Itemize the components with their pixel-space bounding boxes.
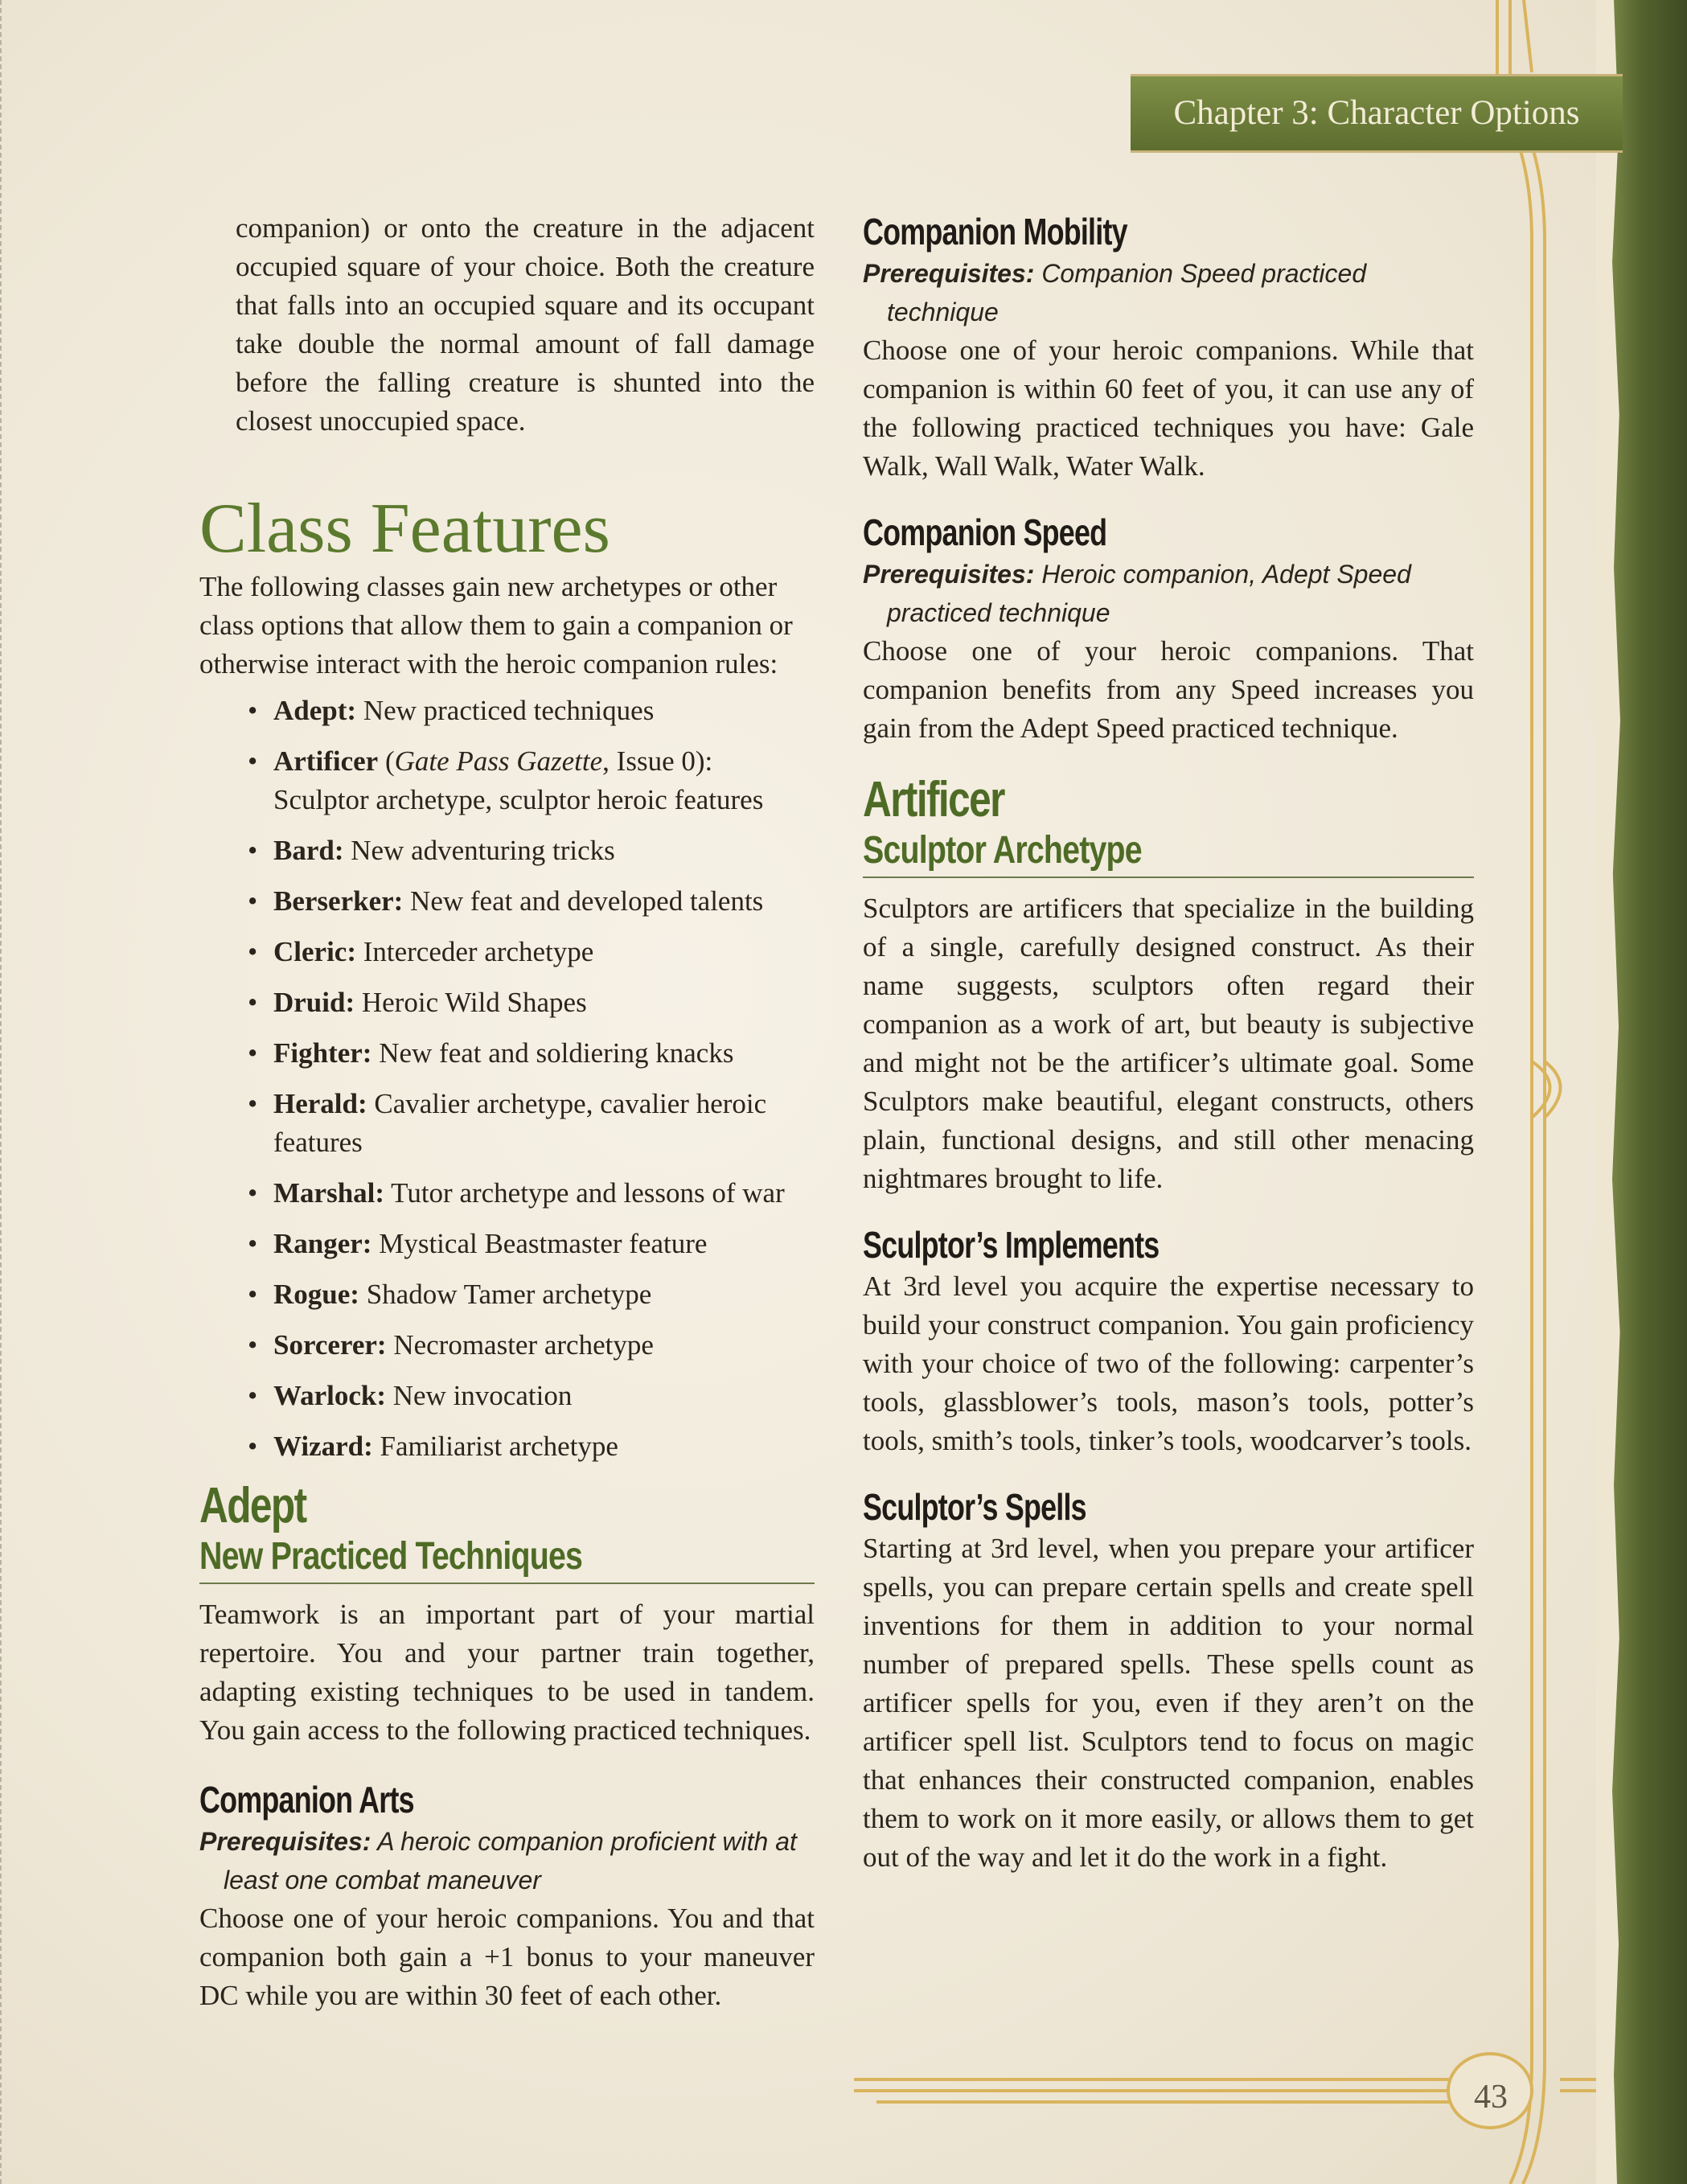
source-title: Gate Pass Gazette [394, 745, 603, 777]
list-item [248, 1174, 815, 1213]
artificer-heading: Artificer [863, 772, 1004, 827]
list-item [248, 1275, 815, 1314]
list-item [248, 933, 815, 971]
bullet-icon: • [248, 1037, 258, 1069]
class-desc: Necromaster archetype [386, 1329, 654, 1361]
bullet-icon: • [248, 936, 258, 967]
chapter-banner: Chapter 3: Character Options [1131, 74, 1623, 153]
class-desc: New adventuring tricks [343, 835, 615, 866]
prereq-text: Heroic companion, Adept Speed practiced technique [887, 560, 1411, 627]
companion-mobility-title: Companion Mobility [863, 211, 1127, 252]
section-divider [199, 1583, 815, 1584]
list-item [248, 1326, 815, 1365]
prereq-text: Companion Speed practiced technique [887, 259, 1367, 326]
implements-body: At 3rd level you acquire the expertise necessary to build your construct companion. You gain proficiency with your choice of two of the following: carpenter’s tools, glassblower’s tools, mason’s tools, potter’s tools, smith’s tools, tinker’s tools, woodcarver’s tools. [863, 1271, 1474, 1456]
bullet-icon: • [248, 1177, 258, 1209]
bullet-icon: • [248, 1088, 258, 1119]
companion-speed-prereq [863, 555, 1474, 632]
class-term: Sorcerer: [273, 1329, 387, 1361]
class-term: Wizard: [273, 1431, 373, 1462]
class-desc: Familiarist archetype [372, 1431, 618, 1462]
right-column [863, 209, 1474, 1877]
companion-arts-body: Choose one of your heroic companions. You and that companion both gain a +1 bonus to your maneuver DC while you are within 30 feet of each other. [199, 1903, 815, 2011]
adept-heading: Adept [199, 1478, 306, 1533]
source-close: , Issue 0): [602, 745, 713, 777]
class-desc: New feat and soldiering knacks [371, 1037, 734, 1069]
prereq-label: Prerequisites: [199, 1827, 371, 1856]
list-item [248, 742, 815, 819]
class-term: Druid: [273, 987, 355, 1018]
class-term: Cleric: [273, 936, 356, 967]
prereq-label: Prerequisites: [863, 560, 1035, 589]
class-desc: Interceder archetype [355, 936, 594, 967]
bullet-icon: • [248, 695, 258, 726]
artificer-subheading: Sculptor Archetype [863, 829, 1142, 872]
class-desc: New practiced techniques [356, 695, 655, 726]
list-item [248, 882, 815, 921]
class-term: Adept: [273, 695, 357, 726]
spells-title: Sculptor’s Spells [863, 1486, 1086, 1528]
class-desc: Shadow Tamer archetype [359, 1279, 652, 1310]
class-desc: New feat and developed talents [403, 885, 764, 917]
adept-paragraph: Teamwork is an important part of your martial repertoire. You and your partner train together, adapting existing techniques to be used in tandem. You gain access to the following practiced techniques. [199, 1599, 815, 1746]
class-term: Ranger: [273, 1228, 372, 1259]
companion-speed-title: Companion Speed [863, 511, 1107, 553]
class-desc: New invocation [385, 1380, 573, 1411]
bullet-icon: • [248, 745, 258, 777]
class-desc: Mystical Beastmaster feature [371, 1228, 708, 1259]
bullet-icon: • [248, 1279, 258, 1310]
sculptor-paragraph: Sculptors are artificers that specialize in the building of a single, carefully designed construct. As their name suggests, sculptors often regard their companion as a work of art, but beauty is subjective and might not be the artificer’s ultimate goal. Some Sculptors make beautiful, elegant constructs, others plain, functional designs, and still other menacing nightmares brought to life. [863, 893, 1474, 1194]
source-open: ( [378, 745, 395, 777]
class-desc: Sculptor archetype, sculptor heroic features [273, 784, 764, 815]
class-term: Rogue: [273, 1279, 359, 1310]
companion-speed-body: Choose one of your heroic companions. That companion benefits from any Speed increases you gain from the Adept Speed practiced technique. [863, 635, 1474, 744]
list-item [248, 1034, 815, 1073]
bullet-icon: • [248, 987, 258, 1018]
list-item [248, 831, 815, 870]
bullet-icon: • [248, 1228, 258, 1259]
class-term: Berserker: [273, 885, 404, 917]
class-features-paragraph: The following classes gain new archetypes or other class options that allow them to gain a companion or otherwise interact with the heroic companion rules: [199, 571, 793, 679]
class-term: Marshal: [273, 1177, 385, 1209]
intro-paragraph: companion) or onto the creature in the adjacent occupied square of your choice. Both the creature that falls into an occupied square and its occupant take double the normal amount of fall damage before the falling creature is shunted into the closest unoccupied space. [236, 212, 815, 437]
list-item [248, 1225, 815, 1263]
class-term: Artificer [273, 745, 379, 777]
implements-title: Sculptor’s Implements [863, 1224, 1160, 1266]
class-term: Herald: [273, 1088, 367, 1119]
list-item [248, 1085, 815, 1162]
bullet-icon: • [248, 1329, 258, 1361]
class-desc: Tutor archetype and lessons of war [384, 1177, 785, 1209]
companion-arts-prereq [199, 1822, 815, 1899]
class-desc: Cavalier archetype, cavalier heroic features [273, 1088, 767, 1158]
companion-arts-title: Companion Arts [199, 1779, 414, 1821]
prereq-label: Prerequisites: [863, 259, 1035, 288]
class-features-title: Class Features [199, 490, 610, 568]
list-item [248, 692, 815, 730]
left-column [199, 209, 815, 2015]
class-term: Bard: [273, 835, 344, 866]
list-item [248, 983, 815, 1022]
page-number: 43 [1474, 2079, 1508, 2116]
class-term: Fighter: [273, 1037, 372, 1069]
list-item [248, 1427, 815, 1466]
adept-subheading: New Practiced Techniques [199, 1535, 583, 1578]
bullet-icon: • [248, 835, 258, 866]
class-desc: Heroic Wild Shapes [355, 987, 587, 1018]
class-list [199, 692, 815, 1466]
class-term: Warlock: [273, 1380, 386, 1411]
companion-mobility-body: Choose one of your heroic companions. While that companion is within 60 feet of you, it can use any of the following practiced techniques you have: Gale Walk, Wall Walk, Water Walk. [863, 335, 1474, 482]
companion-mobility-prereq [863, 254, 1474, 331]
bullet-icon: • [248, 1380, 258, 1411]
prereq-text: A heroic companion proficient with at least one combat maneuver [224, 1827, 797, 1895]
section-divider [863, 876, 1474, 878]
spells-body: Starting at 3rd level, when you prepare your artificer spells, you can prepare certain spells and create spell inventions for them in addition to your normal number of prepared spells. These spells count as artificer spells for you, even if they aren’t on the artificer spell list. Sculptors tend to focus on magic that enhances their constructed companion, enables them to work on it more easily, or allows them to get out of the way and let it do the work in a fight. [863, 1533, 1474, 1873]
bullet-icon: • [248, 885, 258, 917]
bullet-icon: • [248, 1431, 258, 1462]
list-item [248, 1377, 815, 1415]
